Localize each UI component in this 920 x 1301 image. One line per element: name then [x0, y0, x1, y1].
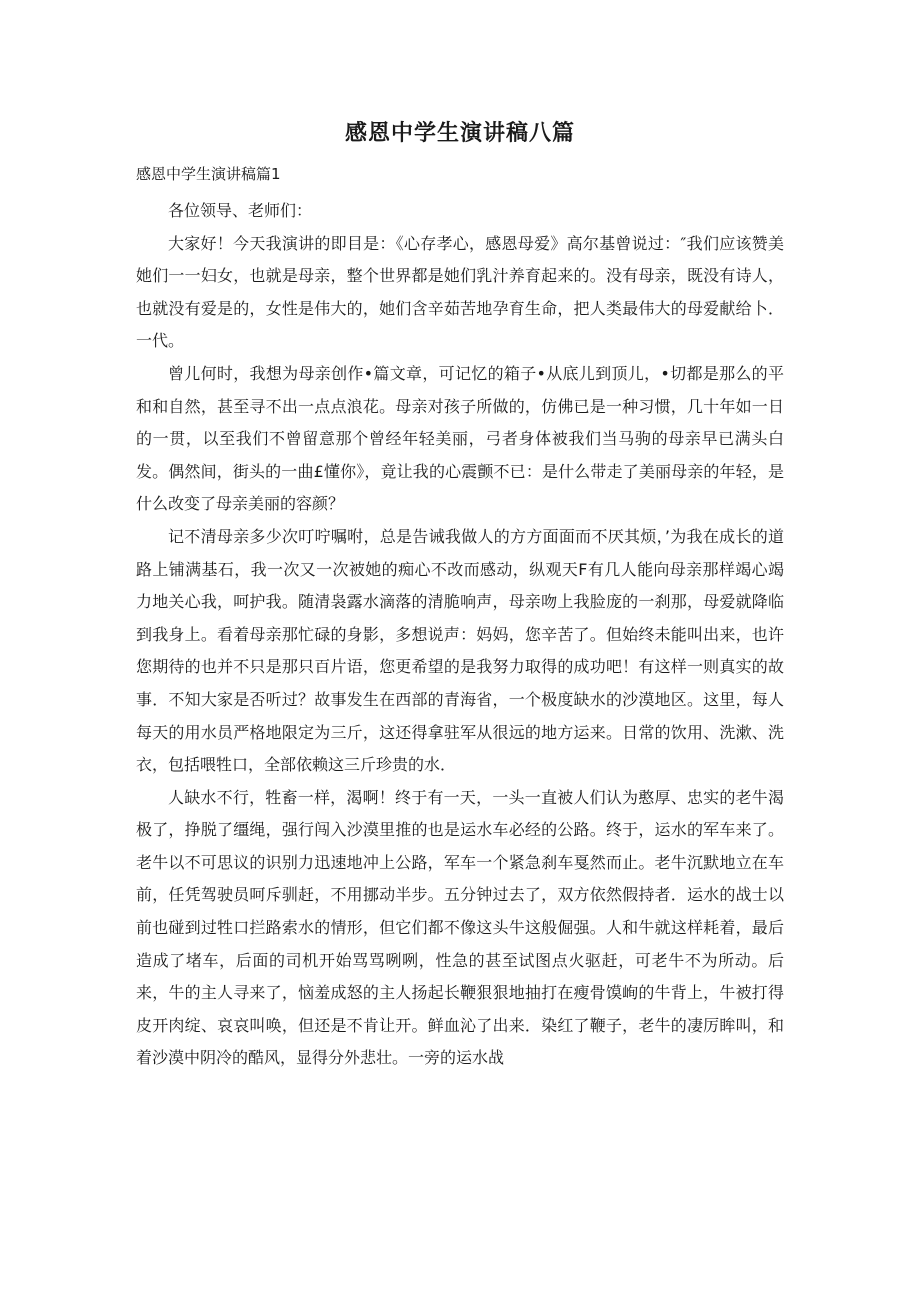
- document-body: [136, 195, 784, 1075]
- paragraph: 记不清母亲多少次叮咛嘱咐，总是告诫我做人的方方面面而不厌其烦，’为我在成长的道路上铺满基石，我一次又一次被她的痴心不改而感动，纵观天F有几人能向母亲那样竭心竭力地关心我，呵护我。随清袅露水滴落的清脆响声，母亲吻上我脸庞的一刹那，母爱就降临到我身上。看着母亲那忙碌的身影，多想说声：妈妈，您辛苦了。但始终未能叫出来，也许您期待的也并不只是那只百片语，您更希望的是我努力取得的成功吧！有这样一则真实的故事．不知大家是否听过？故事发生在西部的青海省，一个极度缺水的沙漠地区。这里，每人每天的用水员严格地限定为三斤，这还得拿驻军从很远的地方运来。日常的饮用、洗漱、洗衣，包括喂牲口，全部依赖这三斤珍贵的水．: [136, 526, 784, 775]
- paragraph-salutation: 各位领导、老师们：: [168, 201, 313, 220]
- section-heading: 感恩中学生演讲稿篇1: [136, 165, 281, 183]
- paragraph: 人缺水不行，牲畜一样，渴啊！终于有一天，一头一直被人们认为憨厚、忠实的老牛渴极了，挣脱了缰绳，强行闯入沙漠里推的也是运水车必经的公路。终于，运水的军车来了。老牛以不可思议的识别力迅速地冲上公路，军车一个紧急刹车戛然而止。老牛沉默地立在车前，任凭驾驶员呵斥驯赶，不用挪动半步。五分钟过去了，双方依然假持者．运水的战士以前也碰到过牲口拦路索水的情形，但它们都不像这头牛这般倔强。人和牛就这样耗着，最后造成了堵车，后面的司机开始骂骂咧咧，性急的甚至试图点火驱赶，可老牛不为所动。后来，牛的主人寻来了，恼羞成怒的主人扬起长鞭狠狠地抽打在瘦骨馍峋的牛背上，牛被打得皮开肉绽、哀哀叫唤，但还是不肯让开。鲜血沁了出来．染红了鞭子，老牛的凄厉眸叫，和着沙漠中阴冷的酷风，显得分外悲壮。一旁的运水战: [136, 787, 784, 1068]
- document-title: 感恩中学生演讲稿八篇: [344, 121, 575, 146]
- paragraph: 大家好！今天我演讲的即目是：《心存孝心，感恩母爱》高尔基曾说过：″我们应该赞美她们一一妇女，也就是母亲，整个世界都是她们乳汁养育起来的。没有母亲，既没有诗人，也就没有爱是的，女性是伟大的，她们含辛茹苦地孕育生命，把人类最伟大的母爱献给卜．一代。: [136, 233, 784, 351]
- paragraph: 曾儿何时，我想为母亲创作•篇文章，可记忆的箱子•从底儿到顶儿，•切都是那么的平和和自然，甚至寻不出一点点浪花。母亲对孩子所做的，仿佛已是一种习惯，几十年如一日的一贯，以至我们不曾留意那个曾经年轻美丽，弓者身体被我们当马驹的母亲早已满头白发。偶然间，街头的一曲£懂你》，竟让我的心震颤不已：是什么带走了美丽母亲的年轻，是什么改变了母亲美丽的容颜？: [136, 363, 784, 514]
